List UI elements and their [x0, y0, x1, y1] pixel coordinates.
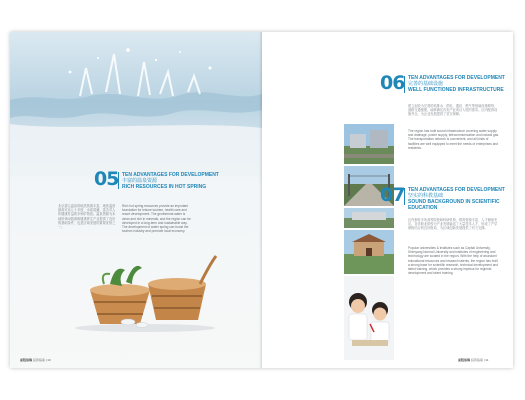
section-05-subtitle-en: RICH RESOURCES IN HOT SPRING — [122, 184, 207, 190]
right-page — [262, 32, 513, 368]
footer-brand: 前程似锦 — [20, 358, 33, 362]
section-06-title-cn: 完善的基础设施 — [408, 81, 444, 87]
footer-page-text: 投资指南 | 10 — [32, 358, 51, 362]
section-07-subtitle-en: SOUND BACKGROUND IN SCIENTIFIC EDUCATION — [408, 199, 500, 211]
footer-page-text: 投资指南 | 11 — [470, 358, 489, 362]
campus-photo — [344, 230, 394, 274]
brochure-spread — [10, 32, 513, 368]
right-page-footer — [458, 358, 488, 362]
section-06-subtitle-en: WELL FUNCTIONED INFRASTRUCTURE — [408, 87, 504, 93]
section-07-heading — [408, 187, 508, 211]
section-07-body-en: Popular universities & institutes such as Capital University, Shenyang Normal University and institutes of engineering and technology are located in the region. With the help of abundant educational resources and research talents, the region has built a strong base for scientific research, technical development and talent training, which provides a strong impetus for regional development and talent training. — [408, 246, 499, 276]
footer-brand: 前程似锦 — [458, 358, 471, 362]
section-number-05: 05 — [94, 168, 119, 190]
section-07-body-cn: 区内拥有多所高等院校和科研机构，教育资源丰富，人才储备充足。各类职业院校为产业发展输送了大量技术人才，形成了产学研相结合的良好格局，为区域创新发展提供了有力支撑。 — [408, 218, 498, 231]
wooden-buckets-illustration — [70, 254, 220, 334]
section-06-divider — [404, 76, 405, 93]
infrastructure-photo-3 — [344, 208, 394, 228]
section-07-title-en: TEN ADVANTAGES FOR DEVELOPMENT — [408, 187, 505, 193]
section-07-divider — [404, 188, 405, 205]
infrastructure-photo-1 — [344, 124, 394, 164]
section-06-heading — [408, 75, 508, 93]
left-page-footer — [20, 358, 51, 362]
section-07-title-cn: 坚实的科教基础 — [408, 193, 444, 199]
section-number-06: 06 — [380, 72, 405, 94]
section-05-body-en: Rich hot spring resources provide an important foundation for leisure tourism, health care and resort development. The geothermal water is clean and rich in minerals, and the region can be developed in a long-term and sustainable way. The development of water spring can boost the tourism industry and promote local economy. — [122, 204, 191, 234]
section-06-body-cn: 建立起较为完善的给排水、供电、通信、燃气等基础设施网络，道路交通便捷，能够满足各类产业项目入驻的需求。区内配套设施齐全，为企业发展提供了坚实保障。 — [408, 104, 498, 117]
section-number-07: 07 — [380, 184, 405, 206]
section-06-title-en: TEN ADVANTAGES FOR DEVELOPMENT — [408, 75, 505, 81]
students-photo — [344, 276, 394, 360]
section-05-heading — [122, 172, 242, 190]
left-page — [10, 32, 262, 368]
section-05-title-cn: 丰富的温泉资源 — [122, 178, 158, 184]
section-06-body-en: The region has built sound infrastructure covering water supply and drainage, power supply, telecommunication and natural gas. The transportation network is convenient, and all kinds of facilities are well equipped to meet the needs of enterprises and residents. — [408, 129, 500, 150]
section-divider — [118, 172, 119, 189]
section-05-body-cn: 北京碧云温泉的地热资源丰富，地热温度最高可达七十多度，水质清澈，富含对人体健康有益的多种矿物质。温泉资源为本地的休闲旅游和健康养生产业提供了良好的基础条件，也是区域发展的重要优势之一。 — [58, 204, 116, 230]
water-splash-illustration — [10, 32, 262, 172]
section-05-title-en: TEN ADVANTAGES FOR DEVELOPMENT — [122, 172, 219, 178]
